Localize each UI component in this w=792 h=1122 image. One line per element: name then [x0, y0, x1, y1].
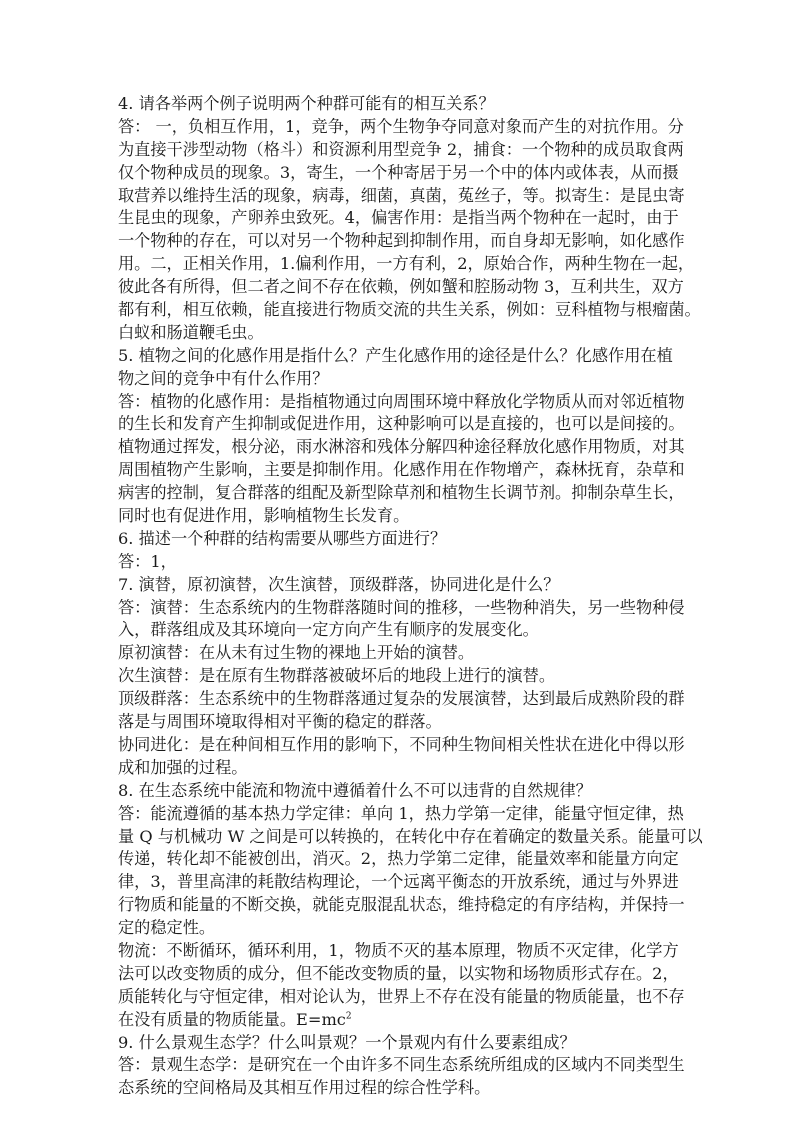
answer-8-line: 行物质和能量的不断交换，就能克服混乱状态，维持稳定的有序结构，并保持一 [118, 895, 685, 915]
document-page [118, 93, 703, 1100]
question-6: 6. 描述一个种群的结构需要从哪些方面进行？ [118, 528, 447, 548]
answer-9-line: 态系统的空间格局及其相互作用过程的综合性学科。 [118, 1078, 491, 1098]
answer-8-formula-line [118, 1009, 682, 1032]
answer-8-line: 答：能流遵循的基本热力学定律：单向 1，热力学第一定律，能量守恒定律，热 [118, 803, 684, 823]
answer-8-line: 质能转化与守恒定律，相对论认为，世界上不存在没有能量的物质能量，也不存 [118, 986, 685, 1006]
answer-4-line: 白蚁和肠道鞭毛虫。 [118, 322, 264, 342]
question-8: 8. 在生态系统中能流和物流中遵循着什么不可以违背的自然规律？ [118, 780, 592, 800]
question-9: 9. 什么景观生态学？什么叫景观？一个景观内有什么要素组成？ [118, 1032, 576, 1052]
answer-4-line: 为直接干涉型动物（格斗）和资源利用型竞争 2，捕食：一个物种的成员取食两 [118, 139, 684, 159]
formula-superscript: 2 [345, 1011, 352, 1022]
answer-4-line: 取营养以维持生活的现象，病毒，细菌，真菌，菟丝子，等。拟寄生：是昆虫寄 [118, 185, 685, 205]
answer-7-line: 成和加强的过程。 [118, 757, 248, 777]
answer-4-line: 都有利，相互依赖，能直接进行物质交流的共生关系，例如：豆科植物与根瘤菌。 [118, 300, 701, 320]
answer-8-line: 法可以改变物质的成分，但不能改变物质的量，以实物和场物质形式存在。2， [118, 963, 679, 983]
answer-5-line: 植物通过挥发，根分泌，雨水淋溶和残体分解四种途径释放化感作用物质，对其 [118, 437, 685, 457]
question-5: 物之间的竞争中有什么作用？ [118, 368, 329, 388]
answer-5-line: 同时也有促进作用，影响植物生长发育。 [118, 506, 410, 526]
answer-7-line: 答：演替：生态系统内的生物群落随时间的推移，一些物种消失，另一些物种侵 [118, 597, 685, 617]
answer-7-line: 落是与周围环境取得相对平衡的稳定的群落。 [118, 712, 442, 732]
answer-5-line: 的生长和发育产生抑制或促进作用，这种影响可以是直接的，也可以是间接的。 [118, 414, 685, 434]
answer-5-line: 病害的控制，复合群落的组配及新型除草剂和植物生长调节剂。抑制杂草生长， [118, 483, 685, 503]
answer-7-line: 顶级群落：生态系统中的生物群落通过复杂的发展演替，达到最后成熟阶段的群 [118, 689, 685, 709]
answer-7-line: 次生演替：是在原有生物群落被破坏后的地段上进行的演替。 [118, 666, 556, 686]
answer-4-line: 用。二，正相关作用，1.偏利作用，一方有利，2，原始合作，两种生物在一起， [118, 254, 695, 274]
question-4: 4. 请各举两个例子说明两个种群可能有的相互关系？ [118, 94, 495, 113]
answer-8-formula-text: 在没有质量的物质能量。E=mc [118, 1009, 346, 1029]
answer-8-line: 律，3，普里高津的耗散结构理论，一个远离平衡态的开放系统，通过与外界进 [118, 872, 679, 892]
answer-8-line: 传递，转化却不能被创出，消灭。2，热力学第二定律，能量效率和能量方向定 [118, 849, 679, 869]
answer-7-line: 原初演替：在从未有过生物的裸地上开始的演替。 [118, 643, 475, 663]
answer-9-line: 答：景观生态学：是研究在一个由许多不同生态系统所组成的区域内不同类型生 [118, 1055, 685, 1075]
answer-8-line: 物流：不断循环，循环利用，1，物质不灭的基本原理，物质不灭定律，化学方 [118, 940, 679, 960]
question-7: 7. 演替，原初演替，次生演替，顶级群落，协同进化是什么？ [118, 574, 560, 594]
answer-4-line: 一个物种的存在，可以对另一个物种起到抑制作用，而自身却无影响，如化感作 [118, 231, 685, 251]
answer-5-line: 答：植物的化感作用：是指植物通过向周围环境中释放化学物质从而对邻近植物 [118, 391, 685, 411]
answer-4-line: 生昆虫的现象，产卵养虫致死。4，偏害作用：是指当两个物种在一起时，由于 [118, 208, 679, 228]
answer-8-line: 定的稳定性。 [118, 918, 216, 938]
answer-4-line: 仅个物种成员的现象。3，寄生，一个种寄居于另一个中的体内或体表，从而摄 [118, 162, 679, 182]
answer-7-line: 入，群落组成及其环境向一定方向产生有顺序的发展变化。 [118, 620, 539, 640]
answer-4-line: 答： 一，负相互作用，1，竞争，两个生物争夺同意对象而产生的对抗作用。分 [118, 116, 684, 136]
answer-6-line: 答：1， [118, 551, 177, 571]
answer-5-line: 周围植物产生影响，主要是抑制作用。化感作用在作物增产，森林抚育，杂草和 [118, 460, 685, 480]
answer-8-line: 量 Q 与机械功 W 之间是可以转换的，在转化中存在着确定的数量关系。能量可以 [118, 826, 703, 846]
answer-4-line: 彼此各有所得，但二者之间不存在依赖，例如蟹和腔肠动物 3，互利共生，双方 [118, 277, 684, 297]
answer-7-line: 协同进化：是在种间相互作用的影响下，不同种生物间相关性状在进化中得以形 [118, 734, 685, 754]
question-5: 5. 植物之间的化感作用是指什么？产生化感作用的途径是什么？化感作用在植 [118, 345, 673, 365]
